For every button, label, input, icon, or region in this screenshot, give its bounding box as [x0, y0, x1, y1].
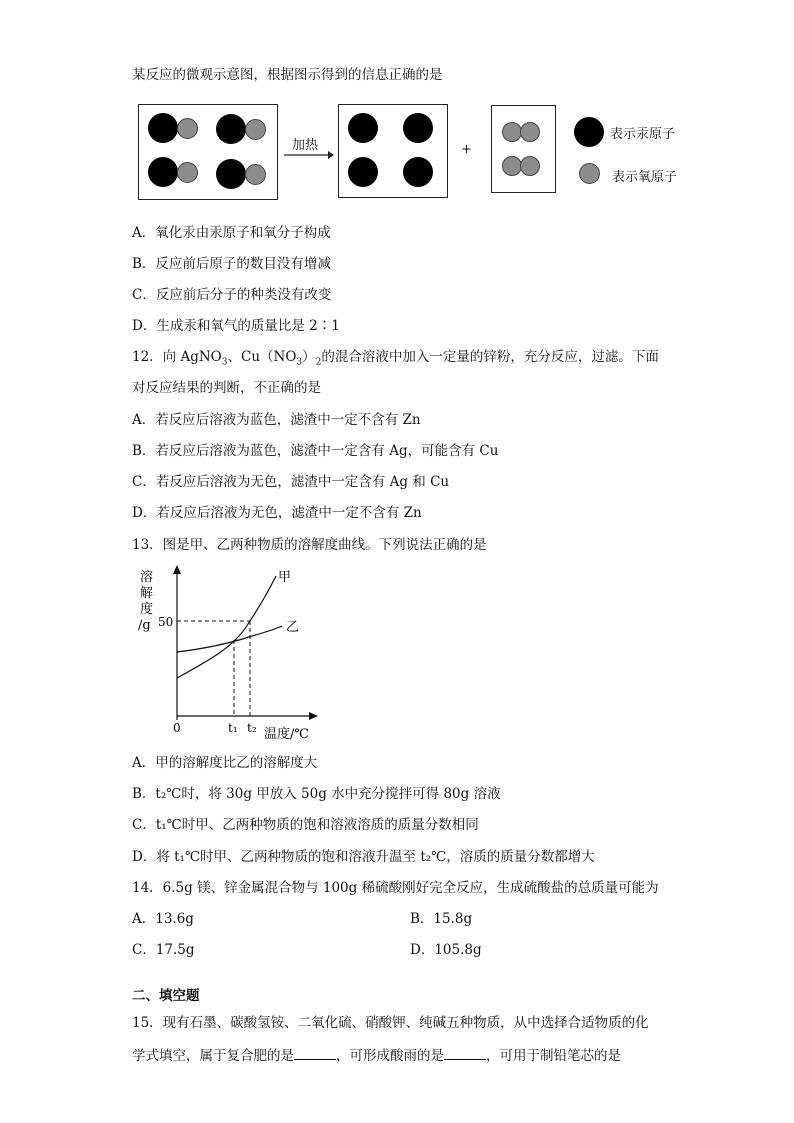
oxygen-atom — [245, 164, 266, 185]
q12-option-a: A．若反应后溶液为蓝色，滤渣中一定不含有 Zn — [132, 412, 421, 428]
mercury-atom — [216, 114, 246, 144]
mercury-atom — [148, 157, 178, 187]
option-c: C．反应前后分子的种类没有改变 — [132, 287, 332, 303]
q12-stem-line2: 对反应结果的判断，不正确的是 — [132, 380, 321, 396]
q14-stem: 14．6.5g 镁、锌金属混合物与 100g 稀硫酸刚好完全反应，生成硫酸盐的总质量可能为 — [132, 880, 659, 896]
q12-stem-suffix: 的混合溶液中加入一定量的锌粉，充分反应，过滤。下面 — [321, 349, 659, 365]
question-stem: 某反应的微观示意图，根据图示得到的信息正确的是 — [132, 67, 443, 83]
oxygen-atom — [177, 118, 198, 139]
x-axis-label: 温度/℃ — [264, 727, 309, 742]
mercury-atom — [348, 113, 378, 143]
option-a: A．氧化汞由汞原子和氧分子构成 — [132, 225, 331, 241]
answer-blank[interactable] — [444, 1045, 486, 1060]
oxygen-atom — [502, 156, 522, 176]
q15-stem-line2 — [132, 1045, 621, 1065]
q12-option-b: B．若反应后溶液为蓝色，滤渣中一定含有 Ag，可能含有 Cu — [132, 443, 499, 459]
legend-oxygen-icon — [579, 163, 600, 184]
oxygen-atom — [502, 122, 522, 142]
series-jia-curve — [177, 576, 276, 678]
q14-option-b: B．15.8g — [410, 911, 473, 927]
origin-label: 0 — [173, 721, 181, 735]
x-tick-label-t1: t₁ — [228, 721, 238, 735]
q14-option-d: D．105.8g — [410, 942, 482, 958]
oxygen-atom — [245, 119, 266, 140]
x-axis-arrow-icon — [309, 712, 318, 720]
oxygen-atom — [520, 156, 540, 176]
q12-stem-mid2: ） — [302, 349, 316, 365]
series-yi-curve — [177, 626, 282, 652]
mercury-atom — [348, 157, 378, 187]
option-d: D．生成汞和氧气的质量比是 2∶1 — [132, 318, 340, 334]
mercury-atom — [403, 157, 433, 187]
reactant-box — [138, 104, 278, 200]
legend-oxygen-label: 表示氧原子 — [612, 170, 678, 185]
q12-stem-prefix: 12．向 AgNO — [132, 349, 222, 365]
y-label-char: /g — [138, 618, 151, 633]
section-heading: 二、填空题 — [132, 988, 200, 1004]
y-label-char: 度 — [140, 602, 154, 617]
q15-text-a: 学式填空，属于复合肥的是 — [132, 1048, 294, 1064]
solubility-chart — [130, 562, 330, 742]
product-mercury-box — [338, 104, 448, 198]
q13-option-d: D．将 t₁℃时甲、乙两种物质的饱和溶液升温至 t₂℃，溶质的质量分数都增大 — [132, 849, 595, 865]
q13-option-b: B．t₂℃时，将 30g 甲放入 50g 水中充分搅拌可得 80g 溶液 — [132, 786, 501, 802]
y-axis-arrow-icon — [173, 565, 181, 574]
y-label-char: 解 — [140, 586, 154, 601]
q12-stem-mid: 、Cu（NO — [227, 349, 297, 365]
oxygen-atom — [177, 162, 198, 183]
series-yi-label: 乙 — [286, 620, 300, 635]
q12-option-c: C．若反应后溶液为无色，滤渣中一定含有 Ag 和 Cu — [132, 474, 450, 490]
y-tick-label: 50 — [158, 615, 174, 629]
legend-mercury-icon — [574, 117, 604, 147]
subscript: 3 — [221, 357, 228, 368]
x-tick-label-t2: t₂ — [247, 721, 257, 735]
q15-stem-line1: 15．现有石墨、碳酸氢铵、二氧化硫、硝酸钾、纯碱五种物质，从中选择合适物质的化 — [132, 1015, 649, 1031]
q15-text-c: ，可用于制铅笔芯的是 — [486, 1048, 621, 1064]
series-jia-label: 甲 — [278, 570, 292, 585]
mercury-atom — [403, 113, 433, 143]
mercury-atom — [148, 113, 178, 143]
oxygen-atom — [520, 122, 540, 142]
q13-option-a: A．甲的溶解度比乙的溶解度大 — [132, 755, 318, 771]
q12-option-d: D．若反应后溶液为无色，滤渣中一定不含有 Zn — [132, 505, 422, 521]
option-b: B．反应前后原子的数目没有增减 — [132, 256, 331, 272]
q14-option-c: C．17.5g — [132, 942, 195, 958]
answer-blank[interactable] — [294, 1045, 336, 1060]
q12-stem — [132, 348, 659, 372]
legend-mercury-label: 表示汞原子 — [610, 127, 676, 142]
q14-option-a: A．13.6g — [132, 911, 194, 927]
q13-stem: 13．图是甲、乙两种物质的溶解度曲线。下列说法正确的是 — [132, 537, 487, 553]
mercury-atom — [216, 159, 246, 189]
y-label-char: 溶 — [140, 570, 154, 585]
q15-text-b: ，可形成酸雨的是 — [336, 1048, 444, 1064]
arrow-label: 加热 — [292, 138, 319, 153]
product-oxygen-box — [491, 105, 556, 193]
reaction-arrow-icon — [282, 150, 334, 160]
q13-option-c: C．t₁℃时甲、乙两种物质的饱和溶液溶质的质量分数相同 — [132, 817, 479, 833]
subscript: 3 — [296, 357, 303, 368]
plus-sign: + — [461, 142, 472, 157]
subscript: 2 — [315, 357, 322, 368]
